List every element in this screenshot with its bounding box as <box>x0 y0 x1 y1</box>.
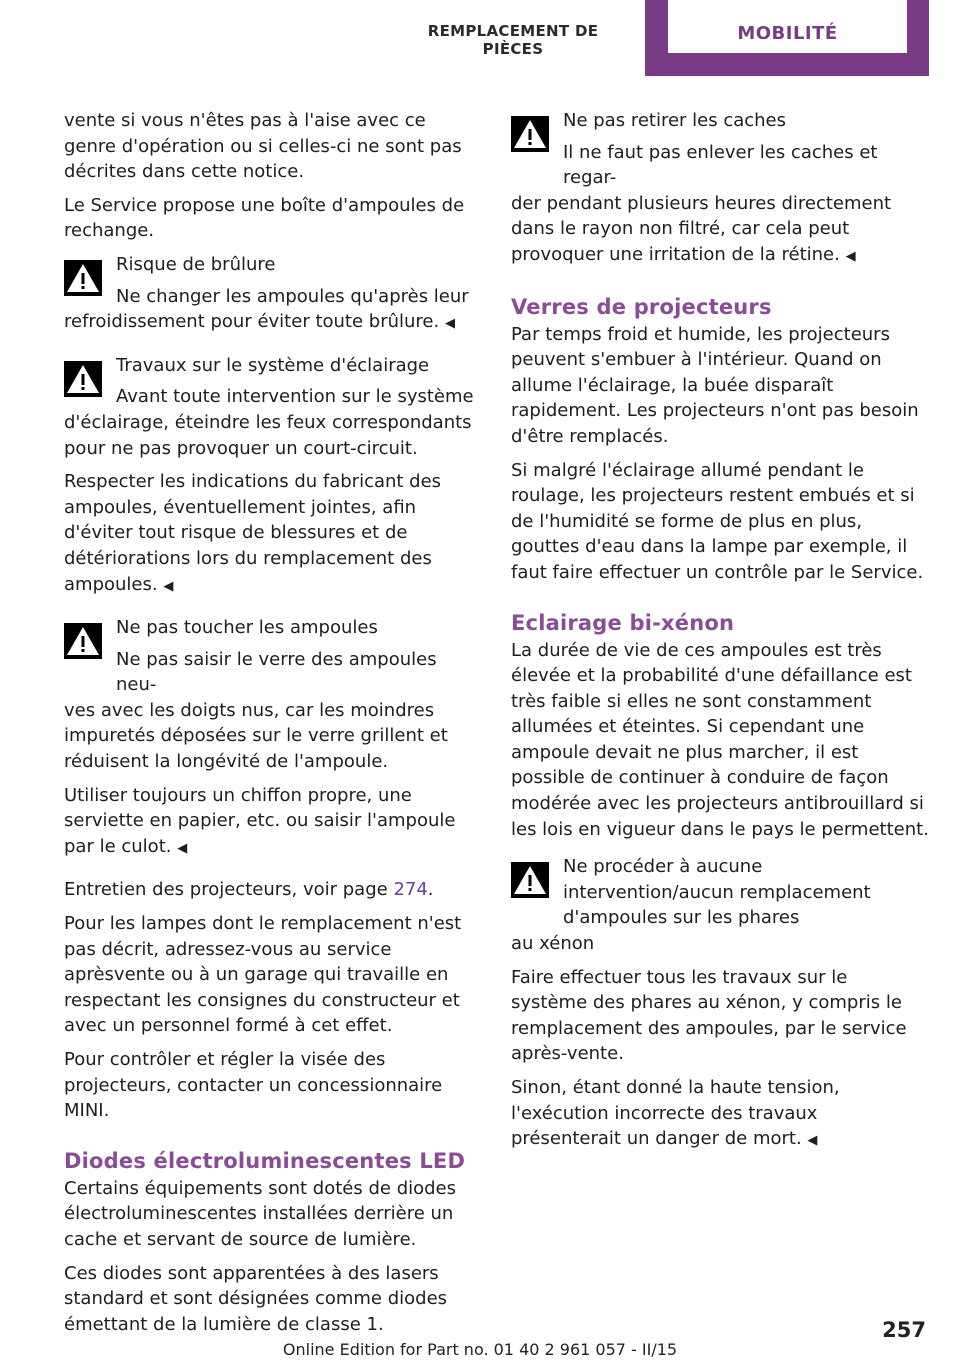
warning-extra: Faire effectuer tous les travaux sur le système des phares au xénon, y compris le remplacement des ampoules, par le service après-vente. <box>511 966 907 1065</box>
warning-body: der pendant plusieurs heures directement dans le rayon non filtré, car cela peut provoquer une irritation de la rétine. <box>511 192 892 265</box>
end-mark: ◀ <box>807 1133 818 1149</box>
warning-title: Ne pas toucher les ampoules <box>116 617 378 639</box>
warning-title-rest: au xénon <box>511 933 595 955</box>
end-mark: ◀ <box>177 840 188 856</box>
paragraph: Si malgré l'éclairage allumé pendant le roulage, les projecteurs restent embués et si de l'humidité se forme de plus en plus, gouttes d'eau dans la lampe par exemple, il faut faire effectuer un contrôle par le Service. <box>511 459 924 583</box>
page-number: 257 <box>882 1318 926 1342</box>
paragraph: Certains équipements sont dotés de diodes électroluminescentes installées derrière un cache et servant de source de lumière. <box>64 1177 457 1250</box>
chapter-tab <box>645 0 929 76</box>
warning-body-start: Ne changer les ampoules qu'après leur <box>116 285 469 307</box>
paragraph-see-page <box>64 877 480 903</box>
warning-title: Risque de brûlure <box>116 253 276 275</box>
warning-extra: Sinon, étant donné la haute tension, l'exécution incorrecte des travaux présenterait un danger de mort. <box>511 1077 840 1150</box>
warning-burn <box>64 252 480 337</box>
warning-do-not-touch-bulbs <box>64 615 480 861</box>
warning-triangle-icon <box>64 623 102 659</box>
page-link-274[interactable]: 274 <box>393 879 428 901</box>
right-column <box>511 108 929 1162</box>
warning-triangle-icon <box>511 862 549 898</box>
text: . <box>427 879 434 901</box>
warning-body: refroidissement pour éviter toute brûlure. <box>64 311 440 333</box>
warning-title: Ne procéder à aucune intervention/aucun remplacement d'ampoules sur les phares <box>563 856 871 929</box>
section-heading-lenses: Verres de projecteurs <box>511 294 772 319</box>
chapter-tab-label: MOBILITÉ <box>668 0 907 53</box>
warning-body-start: Avant toute intervention sur le système <box>116 386 474 408</box>
end-mark: ◀ <box>845 248 856 264</box>
warning-title: Travaux sur le système d'éclairage <box>116 354 430 376</box>
section-heading-led: Diodes électroluminescentes LED <box>64 1148 466 1173</box>
warning-triangle-icon <box>64 361 102 397</box>
paragraph: Par temps froid et humide, les projecteurs peuvent s'embuer à l'intérieur. Quand on allume l'éclairage, la buée disparaît rapidement. Les projecteurs n'ont pas besoin d'être remplacés. <box>511 323 919 447</box>
warning-body: d'éclairage, éteindre les feux correspondants pour ne pas provoquer un court-circuit. <box>64 411 472 459</box>
warning-caches <box>511 108 929 270</box>
left-column <box>64 108 480 1345</box>
paragraph: Pour contrôler et régler la visée des projecteurs, contacter un concessionnaire MINI. <box>64 1049 443 1122</box>
end-mark: ◀ <box>444 316 455 332</box>
warning-body: ves avec les doigts nus, car les moindres impuretés déposées sur le verre grillent et réduisent la longévité de l'ampoule. <box>64 699 448 773</box>
paragraph: vente si vous n'êtes pas à l'aise avec ce genre d'opération ou si celles-ci ne sont pas décrites dans cette notice. <box>64 110 462 183</box>
end-mark: ◀ <box>163 578 174 594</box>
warning-title: Ne pas retirer les caches <box>563 110 787 131</box>
running-header-section: REMPLACEMENT DE PIÈCES <box>427 22 599 58</box>
paragraph: Ces diodes sont apparentées à des lasers standard et sont désignées comme diodes émettant de la lumière de classe 1. <box>64 1262 448 1335</box>
warning-body-start: Il ne faut pas enlever les caches et regar- <box>563 141 878 189</box>
warning-triangle-icon <box>64 260 102 296</box>
text: Entretien des projecteurs, voir page <box>64 879 394 901</box>
warning-triangle-icon <box>511 116 549 152</box>
warning-body-start: Ne pas saisir le verre des ampoules neu- <box>116 648 437 696</box>
warning-extra: Respecter les indications du fabricant des ampoules, éventuellement jointes, afin d'éviter tout risque de blessures et de détériorations lors du remplacement des ampoules. <box>64 471 442 595</box>
warning-lighting-system <box>64 353 480 599</box>
warning-extra: Utiliser toujours un chiffon propre, une serviette en papier, etc. ou saisir l'ampoule par le culot. <box>64 784 456 857</box>
paragraph: Pour les lampes dont le remplacement n'est pas décrit, adressez-vous au service aprèsvente ou à un garage qui travaille en respectant les consignes du constructeur et avec un personnel formé à cet effet. <box>64 913 462 1037</box>
paragraph: La durée de vie de ces ampoules est très élevée et la probabilité d'une défaillance est très faible si elles ne sont constamment allumées et éteintes. Si cependant une ampoule devait ne plus marcher, il est possible de continuer à conduire de façon modérée avec les projecteurs antibrouillard si les lois en vigueur dans le pays le permettent. <box>511 639 929 840</box>
section-heading-xenon: Eclairage bi-xénon <box>511 610 735 635</box>
paragraph: Le Service propose une boîte d'ampoules de rechange. <box>64 194 465 242</box>
warning-xenon <box>511 854 929 1154</box>
footer-edition: Online Edition for Part no. 01 40 2 961 057 - II/15 <box>282 1340 678 1359</box>
